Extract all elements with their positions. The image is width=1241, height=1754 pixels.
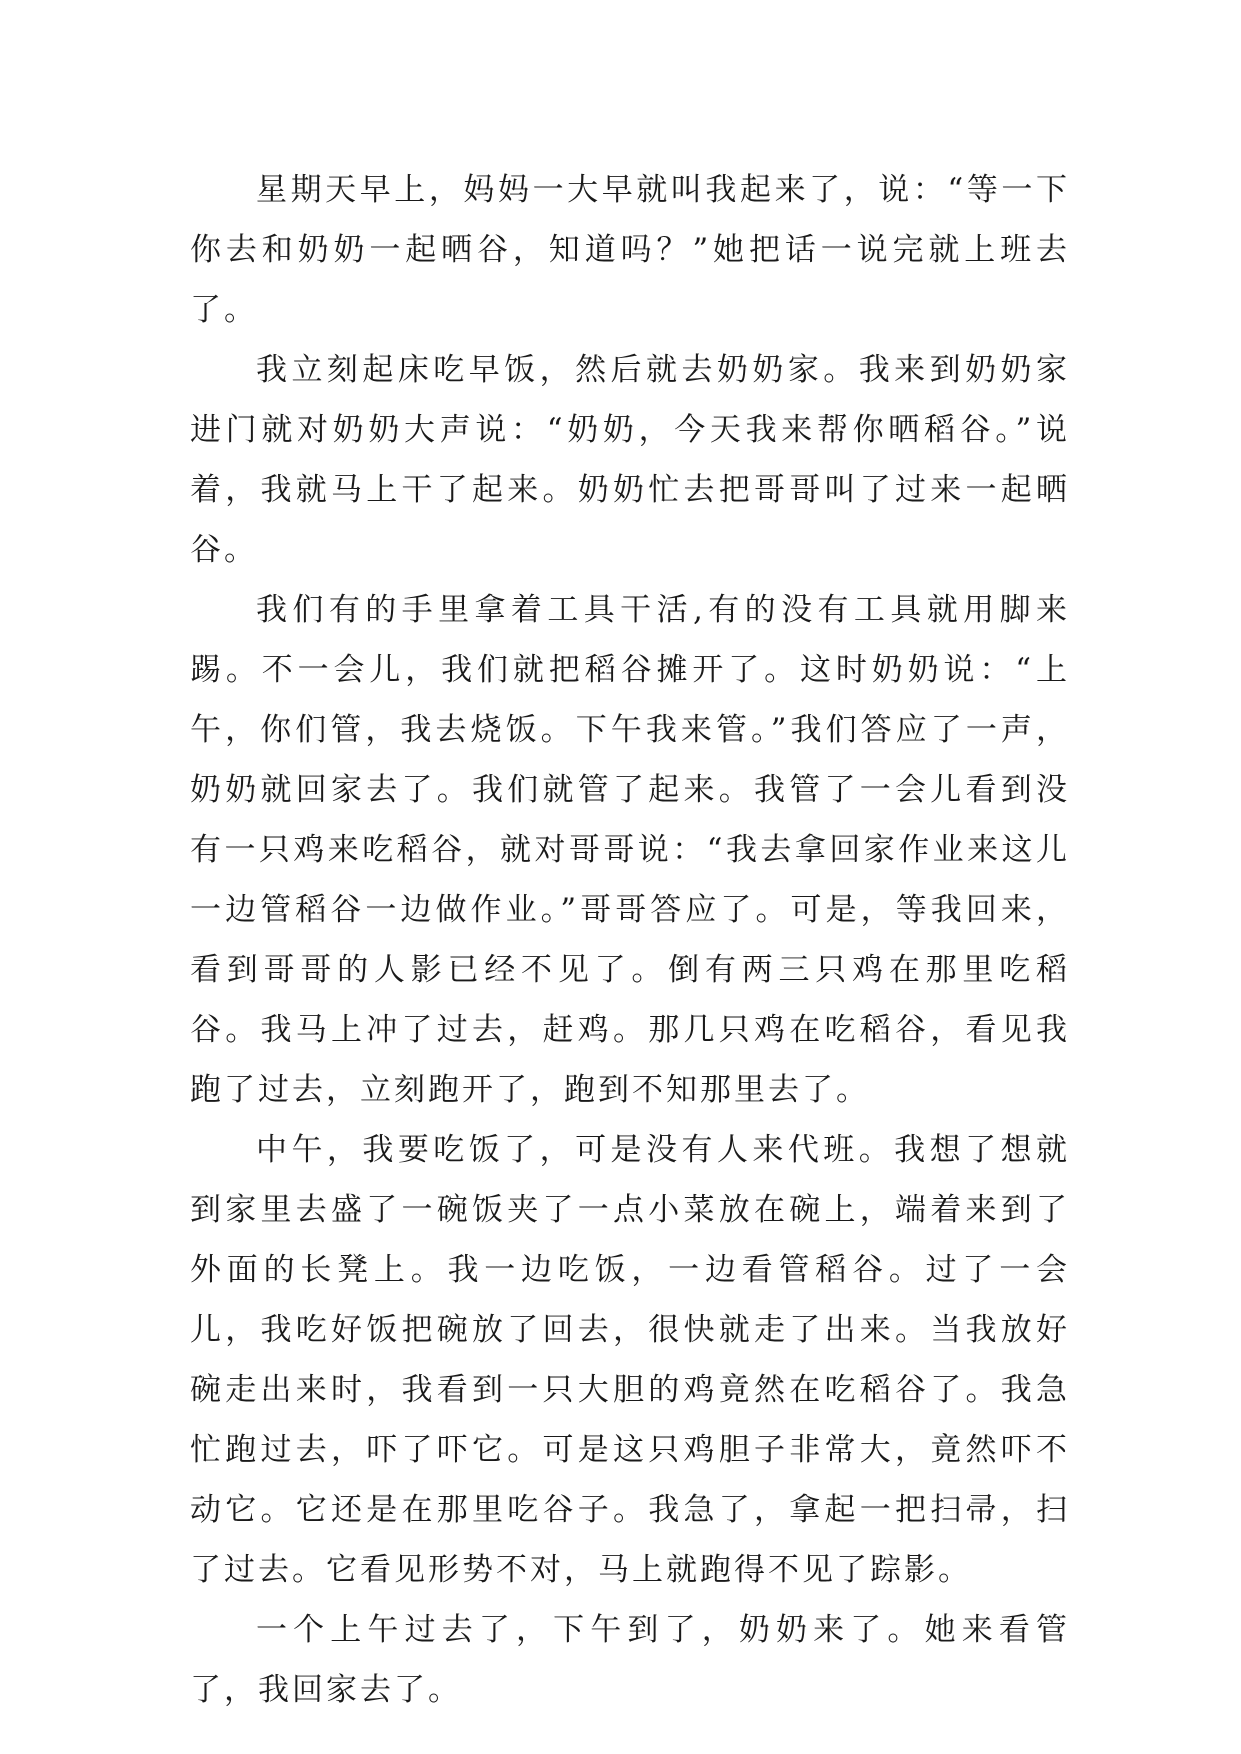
paragraph-4: 中午，我要吃饭了，可是没有人来代班。我想了想就到家里去盛了一碗饭夹了一点小菜放在碗上，端着来到了外面的长凳上。我一边吃饭，一边看管稻谷。过了一会儿，我吃好饭把碗放了回去，很快就走了出来。当我放好碗走出来时，我看到一只大胆的鸡竟然在吃稻谷了。我急忙跑过去，吓了吓它。可是这只鸡胆子非常大，竟然吓不动它。它还是在那里吃谷子。我急了，拿起一把扫帚，扫了过去。它看见形势不对，马上就跑得不见了踪影。 xyxy=(190,1132,1070,1588)
paragraph-2: 我立刻起床吃早饭，然后就去奶奶家。我来到奶奶家进门就对奶奶大声说：“奶奶，今天我来帮你晒稻谷。”说着，我就马上干了起来。奶奶忙去把哥哥叫了过来一起晒谷。 xyxy=(190,352,1070,568)
paragraph-5: 一个上午过去了，下午到了，奶奶来了。她来看管了，我回家去了。 xyxy=(190,1612,1070,1708)
paragraph-3: 我们有的手里拿着工具干活,有的没有工具就用脚来踢。不一会儿，我们就把稻谷摊开了。这时奶奶说：“上午，你们管，我去烧饭。下午我来管。”我们答应了一声，奶奶就回家去了。我们就管了起来。我管了一会儿看到没有一只鸡来吃稻谷，就对哥哥说：“我去拿回家作业来这儿一边管稻谷一边做作业。”哥哥答应了。可是，等我回来，看到哥哥的人影已经不见了。倒有两三只鸡在那里吃稻谷。我马上冲了过去，赶鸡。那几只鸡在吃稻谷，看见我跑了过去，立刻跑开了，跑到不知那里去了。 xyxy=(190,592,1070,1108)
document-body xyxy=(190,160,1070,1720)
paragraph-1: 星期天早上，妈妈一大早就叫我起来了，说：“等一下你去和奶奶一起晒谷，知道吗？”她把话一说完就上班去了。 xyxy=(190,172,1070,328)
